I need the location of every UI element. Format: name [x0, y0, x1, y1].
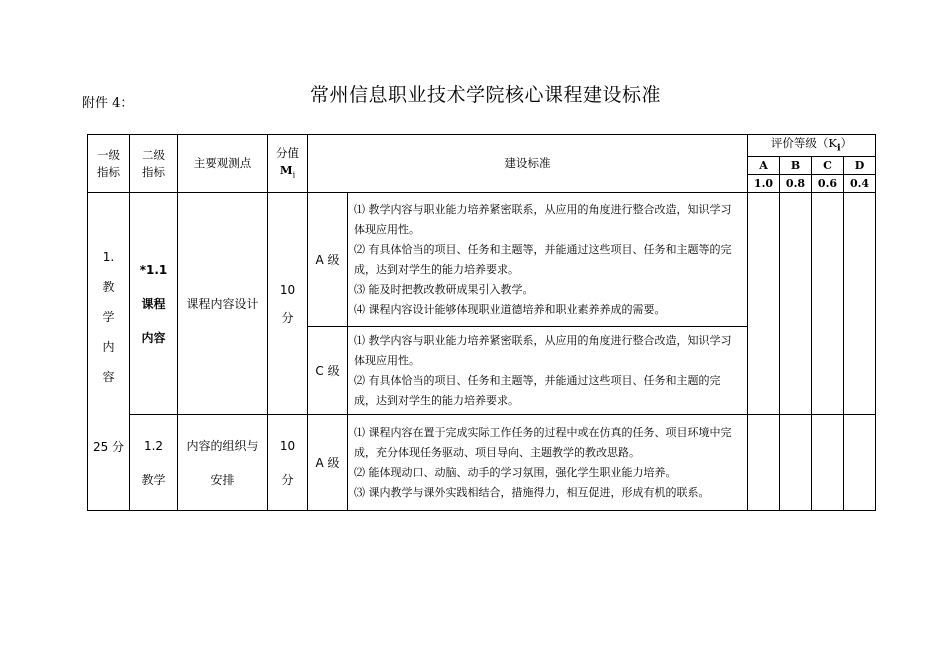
item2-a-level: A 级 [308, 415, 348, 511]
item1-rating-a[interactable] [748, 193, 780, 415]
item2-rating-b[interactable] [780, 415, 812, 511]
item1-c-standard: ⑴ 教学内容与职业能力培养紧密联系，从应用的角度进行整合改造，知识学习体现应用性。 ⑵ 有具体恰当的项目、任务和主题等，并能通过这些项目、任务和主题的完成，达到对学生的能力培养要求。 [348, 327, 748, 415]
grade-d: D [844, 157, 876, 175]
header-level1: 一级 指标 [88, 135, 130, 193]
item1-a-standard: ⑴ 教学内容与职业能力培养紧密联系，从应用的角度进行整合改造，知识学习体现应用性。 ⑵ 有具体恰当的项目、任务和主题等，并能通过这些项目、任务和主题等的完成，达到对学生的能力培养要求。 ⑶ 能及时把教改教研成果引入教学。 ⑷ 课程内容设计能够体现职业道德培养和职业素养养成的需要。 [348, 193, 748, 327]
item1-observation: 课程内容设计 [178, 193, 268, 415]
weight-d: 0.4 [844, 175, 876, 193]
item1-c-level: C 级 [308, 327, 348, 415]
item1-rating-c[interactable] [812, 193, 844, 415]
item1-a-level: A 级 [308, 193, 348, 327]
page-title: 常州信息职业技术学院核心课程建设标准 [310, 84, 662, 106]
header-standard: 建设标准 [308, 135, 748, 193]
grade-a: A [748, 157, 780, 175]
item2-score: 10 分 [268, 415, 308, 511]
item1-rating-d[interactable] [844, 193, 876, 415]
item2-rating-c[interactable] [812, 415, 844, 511]
item2-code-cell: 1.2 教学 [130, 415, 178, 511]
attachment-label: 附件 4： [82, 96, 134, 111]
item2-rating-d[interactable] [844, 415, 876, 511]
item1-score: 10 分 [268, 193, 308, 415]
weight-c: 0.6 [812, 175, 844, 193]
standards-table [87, 134, 876, 511]
item2-observation: 内容的组织与 安排 [178, 415, 268, 511]
grade-c: C [812, 157, 844, 175]
header-observation: 主要观测点 [178, 135, 268, 193]
grade-b: B [780, 157, 812, 175]
item2-rating-a[interactable] [748, 415, 780, 511]
item1-code-cell: *1.1 课程 内容 [130, 193, 178, 415]
item2-a-standard: ⑴ 课程内容在置于完成实际工作任务的过程中或在仿真的任务、项目环境中完成，充分体现任务驱动、项目导向、主题教学的教改思路。 ⑵ 能体现动口、动脑、动手的学习氛围，强化学生职业能力培养。 ⑶ 课内教学与课外实践相结合，措施得力，相互促进，形成有机的联系。 [348, 415, 748, 511]
level1-cell: 1. 教 学 内 容 25 分 [88, 193, 130, 511]
header-rating: 评价等级$(K_i)$ [748, 135, 876, 157]
weight-a: 1.0 [748, 175, 780, 193]
item1-rating-b[interactable] [780, 193, 812, 415]
weight-b: 0.8 [780, 175, 812, 193]
header-score: 分值 $M_i$ [268, 135, 308, 193]
header-level2: 二级 指标 [130, 135, 178, 193]
